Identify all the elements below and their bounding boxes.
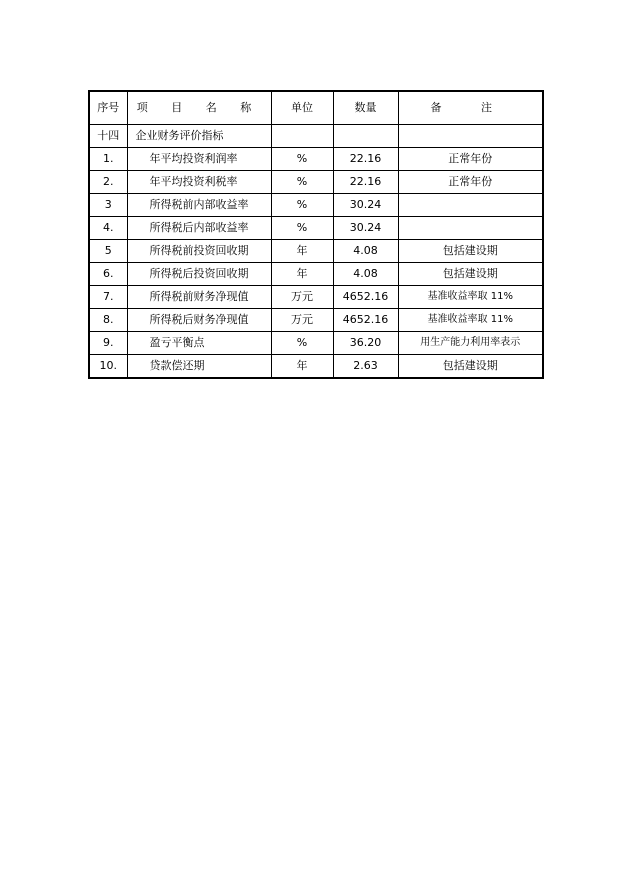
row-unit: %	[271, 217, 333, 240]
row-note: 包括建设期	[398, 240, 543, 263]
row-note	[398, 194, 543, 217]
row-name: 贷款偿还期	[127, 355, 271, 379]
row-no: 10.	[89, 355, 127, 379]
table-row	[89, 194, 543, 217]
row-no: 8.	[89, 309, 127, 332]
header-no: 序号	[89, 91, 127, 125]
table-body	[89, 148, 543, 379]
row-note: 正常年份	[398, 148, 543, 171]
row-unit: 年	[271, 355, 333, 379]
row-no: 5	[89, 240, 127, 263]
row-unit: %	[271, 171, 333, 194]
row-name: 所得税后财务净现值	[127, 309, 271, 332]
table-row	[89, 286, 543, 309]
row-note: 正常年份	[398, 171, 543, 194]
row-name: 所得税后投资回收期	[127, 263, 271, 286]
row-note	[398, 217, 543, 240]
header-unit: 单位	[271, 91, 333, 125]
row-no: 4.	[89, 217, 127, 240]
row-unit: %	[271, 194, 333, 217]
row-name: 年平均投资利税率	[127, 171, 271, 194]
row-unit: 年	[271, 263, 333, 286]
row-note: 用生产能力利用率表示	[398, 332, 543, 355]
row-qty: 4652.16	[333, 286, 398, 309]
row-qty: 36.20	[333, 332, 398, 355]
row-name: 所得税前投资回收期	[127, 240, 271, 263]
row-no: 7.	[89, 286, 127, 309]
header-qty: 数量	[333, 91, 398, 125]
row-name: 盈亏平衡点	[127, 332, 271, 355]
row-qty: 2.63	[333, 355, 398, 379]
row-unit: %	[271, 332, 333, 355]
row-no: 9.	[89, 332, 127, 355]
row-unit: %	[271, 148, 333, 171]
row-note: 基准收益率取 11%	[398, 309, 543, 332]
row-note: 包括建设期	[398, 355, 543, 379]
financial-indicators-table	[88, 90, 544, 379]
row-qty: 22.16	[333, 171, 398, 194]
row-no: 3	[89, 194, 127, 217]
row-no: 2.	[89, 171, 127, 194]
row-name: 所得税前财务净现值	[127, 286, 271, 309]
table-row	[89, 332, 543, 355]
row-note: 基准收益率取 11%	[398, 286, 543, 309]
row-qty: 4.08	[333, 263, 398, 286]
row-qty: 4652.16	[333, 309, 398, 332]
row-qty: 22.16	[333, 148, 398, 171]
row-qty: 30.24	[333, 194, 398, 217]
table-row	[89, 171, 543, 194]
row-name: 年平均投资利润率	[127, 148, 271, 171]
row-name: 所得税后内部收益率	[127, 217, 271, 240]
header-name: 项 目 名 称	[127, 91, 271, 125]
row-no: 6.	[89, 263, 127, 286]
row-no: 1.	[89, 148, 127, 171]
table-row	[89, 240, 543, 263]
section-unit	[271, 125, 333, 148]
section-qty	[333, 125, 398, 148]
section-name: 企业财务评价指标	[127, 125, 271, 148]
row-unit: 万元	[271, 309, 333, 332]
header-note: 备 注	[398, 91, 543, 125]
row-note: 包括建设期	[398, 263, 543, 286]
table-row	[89, 309, 543, 332]
row-qty: 30.24	[333, 217, 398, 240]
section-row	[89, 125, 543, 148]
row-qty: 4.08	[333, 240, 398, 263]
table-row	[89, 148, 543, 171]
row-unit: 年	[271, 240, 333, 263]
table-row	[89, 355, 543, 379]
row-name: 所得税前内部收益率	[127, 194, 271, 217]
row-unit: 万元	[271, 286, 333, 309]
table-header-row	[89, 91, 543, 125]
table-row	[89, 263, 543, 286]
table-row	[89, 217, 543, 240]
section-no: 十四	[89, 125, 127, 148]
section-note	[398, 125, 543, 148]
